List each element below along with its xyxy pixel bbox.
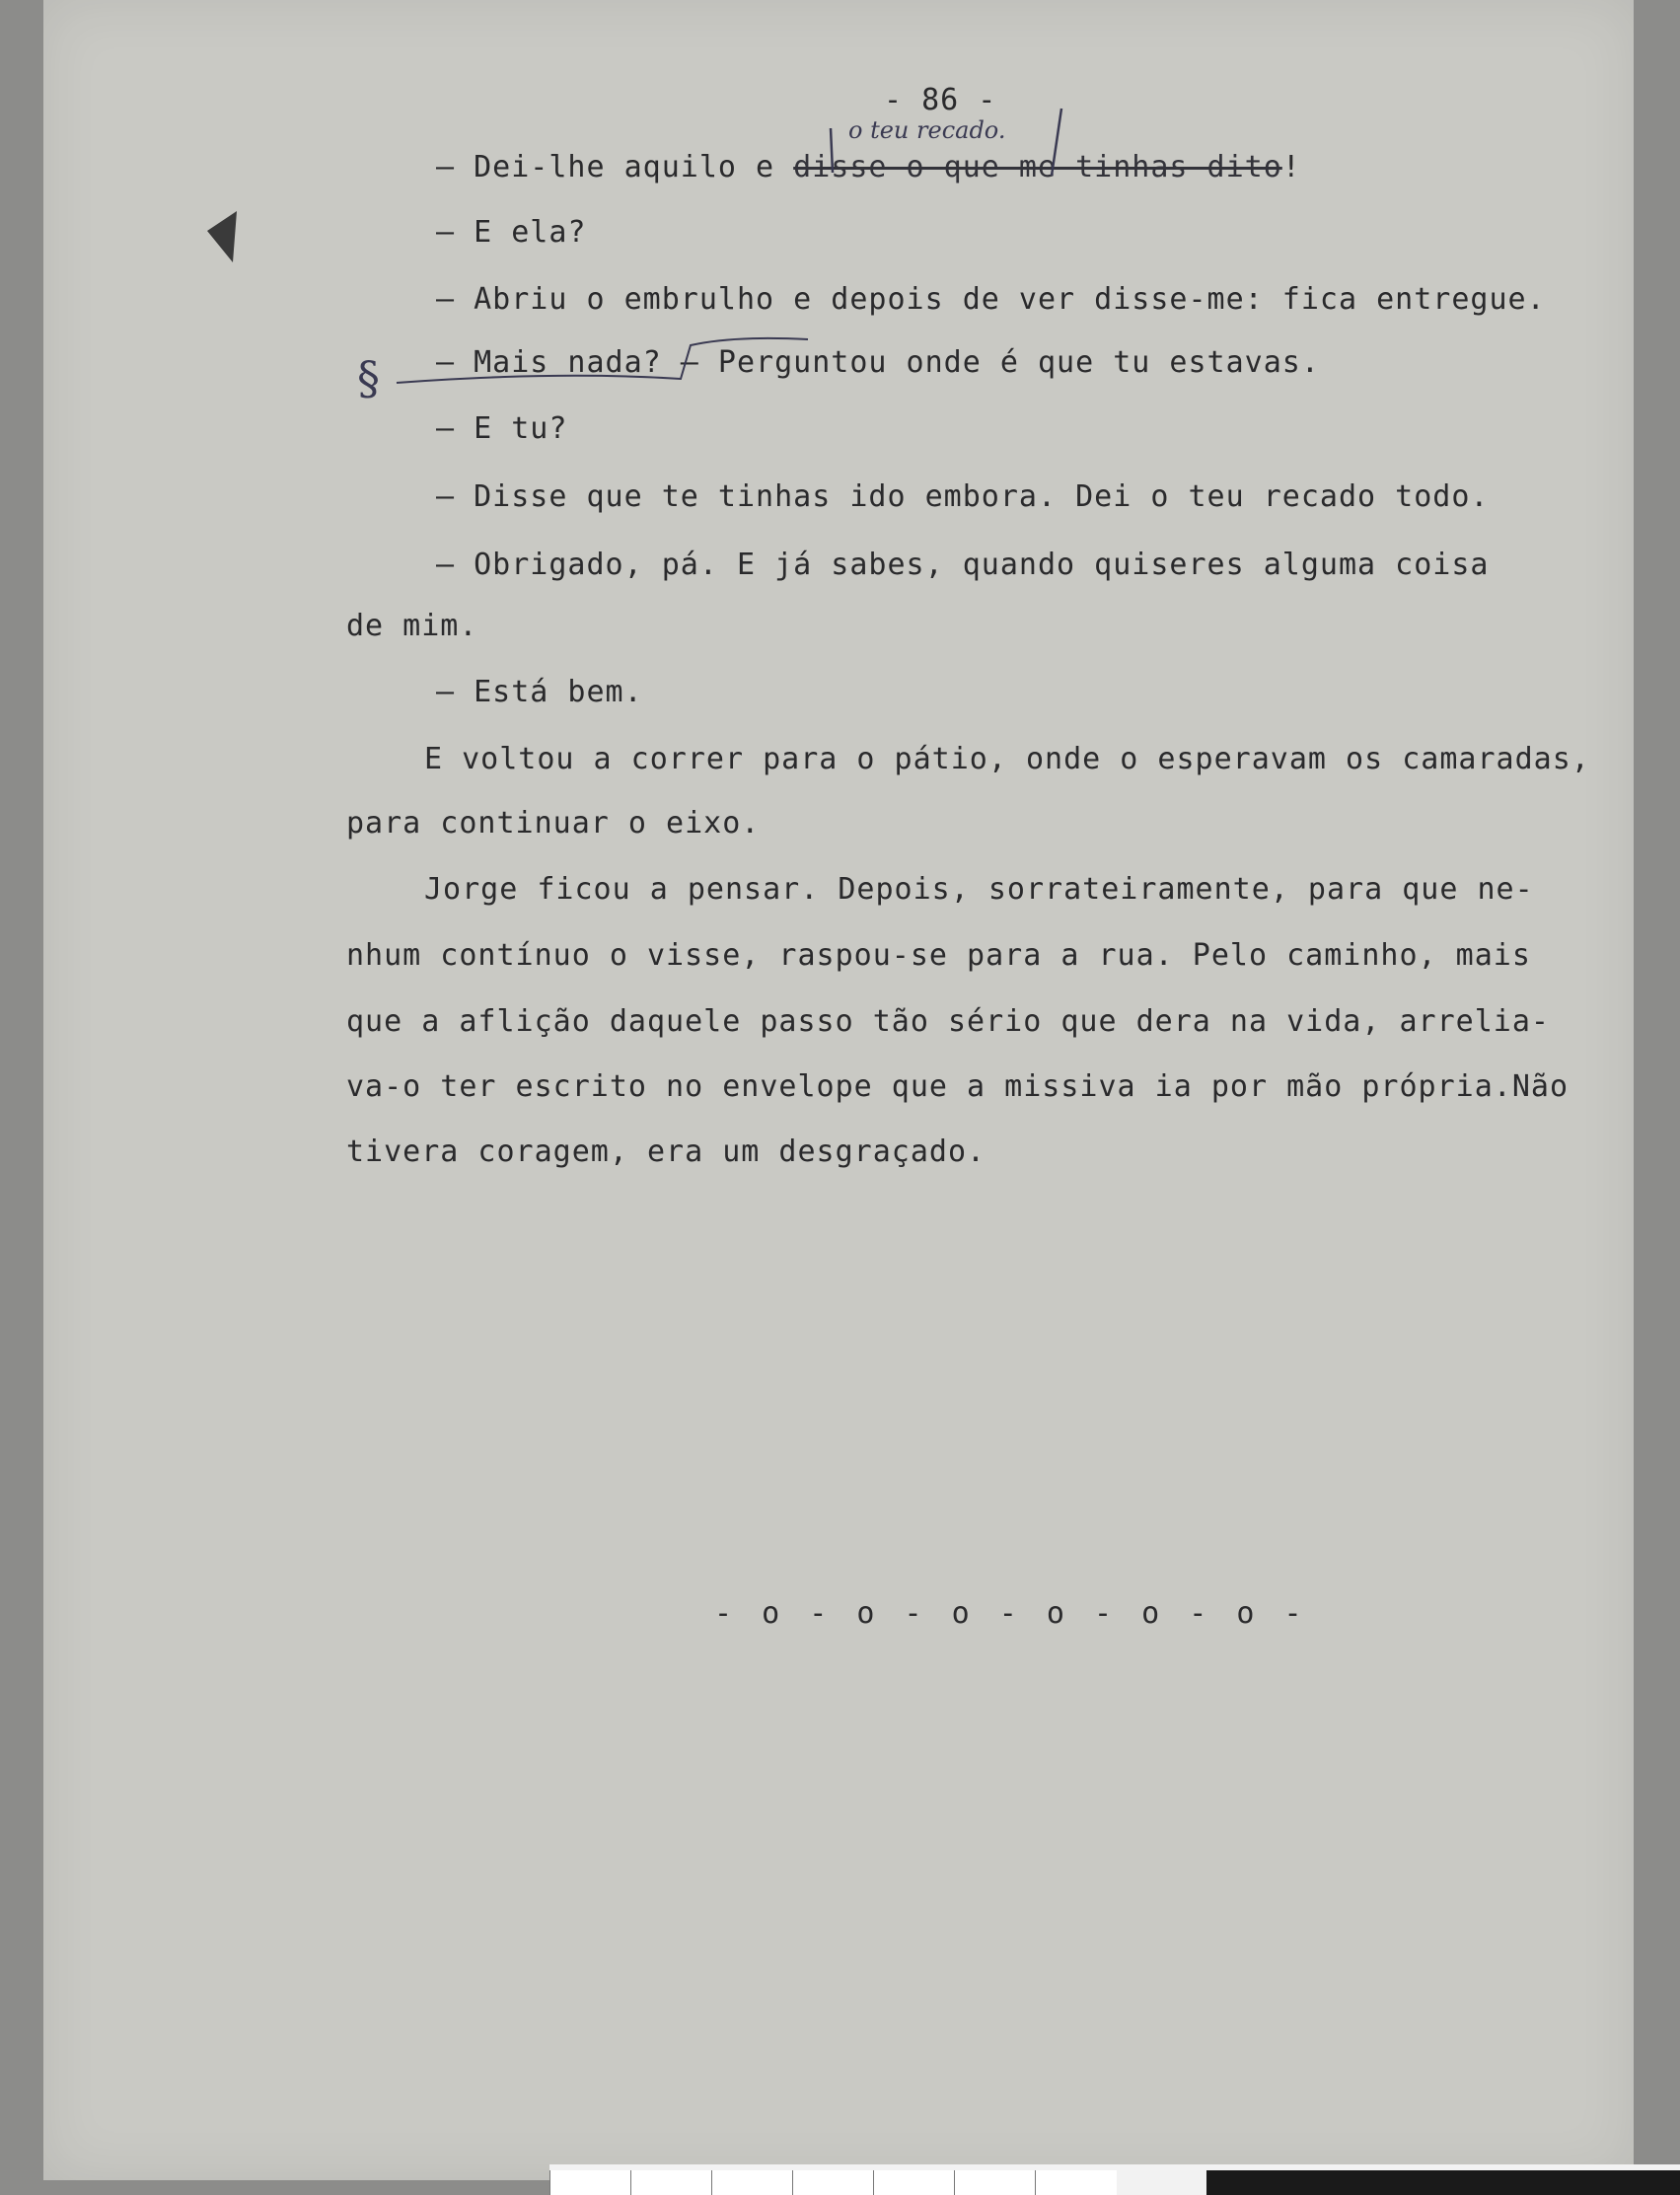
text-line-12: Jorge ficou a pensar. Depois, sorrateiramente, para que ne- <box>424 872 1534 907</box>
text-line-16: tivera coragem, era um desgraçado. <box>346 1134 986 1169</box>
text-line-10: E voltou a correr para o pátio, onde o esperavam os camaradas, <box>424 742 1590 776</box>
handwritten-insert: o teu recado. <box>848 116 1006 144</box>
text-line-1-suffix: ! <box>1281 150 1301 184</box>
text-line-6: — Disse que te tinhas ido embora. Dei o teu recado todo. <box>436 479 1490 514</box>
text-line-9: — Está bem. <box>436 675 643 709</box>
handwritten-edit-marks <box>43 0 1634 691</box>
text-line-14: que a aflição daquele passo tão sério que dera na vida, arrelia- <box>346 1004 1550 1039</box>
document-page <box>43 0 1634 2180</box>
text-line-13: nhum contínuo o visse, raspou-se para a rua. Pelo caminho, mais <box>346 938 1531 973</box>
text-line-8: de mim. <box>346 609 478 643</box>
struck-text: disse o que me tinhas dito <box>793 150 1282 184</box>
text-line-11: para continuar o eixo. <box>346 806 761 841</box>
text-line-5: — E tu? <box>436 411 568 446</box>
text-line-15: va-o ter escrito no envelope que a missiva ia por mão própria.Não <box>346 1069 1569 1104</box>
text-line-3: — Abriu o embrulho e depois de ver disse-me: fica entregue. <box>436 282 1546 317</box>
paragraph-mark: § <box>357 351 380 404</box>
text-line-4: — Mais nada? — Perguntou onde é que tu estavas. <box>436 345 1320 380</box>
page-number: - 86 - <box>884 83 997 117</box>
scan-ruler <box>549 2164 1680 2195</box>
text-line-2: — E ela? <box>436 215 587 250</box>
text-line-7: — Obrigado, pá. E já sabes, quando quiseres alguma coisa <box>436 548 1490 582</box>
end-ornament: - o - o - o - o - o - o - <box>714 1596 1308 1631</box>
text-line-1-prefix: — Dei-lhe aquilo e <box>436 150 794 184</box>
